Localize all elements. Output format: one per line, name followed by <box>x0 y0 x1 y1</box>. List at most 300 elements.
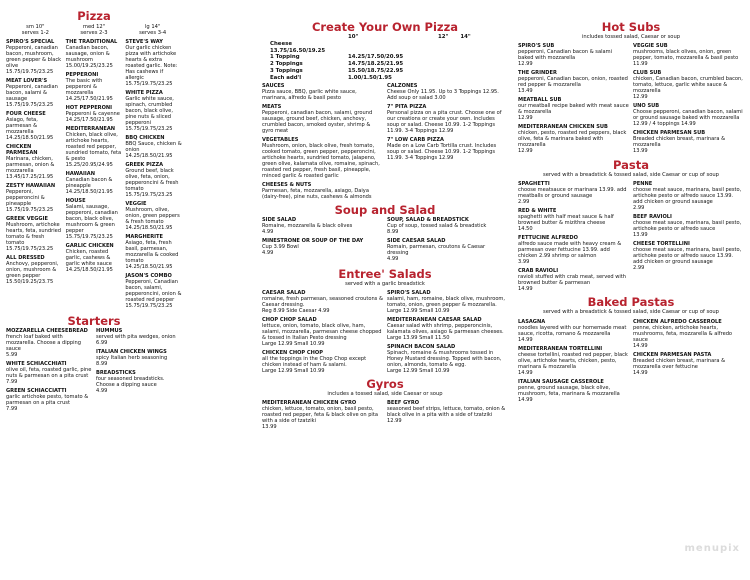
item-name: CHICKEN PARMESAN SUB <box>633 130 706 137</box>
item-name: HOUSE <box>65 198 86 205</box>
menu-item <box>518 346 629 376</box>
menu-item <box>66 39 123 69</box>
item-name: SPIRO'S SUB <box>518 43 555 50</box>
item-price: 7.99 <box>6 379 18 386</box>
soup-salad-heading: Soup and Salad <box>334 203 436 218</box>
item-description: romaine, fresh parmesan, seasoned croutons & Caesar dressing. <box>262 296 383 309</box>
menu-item <box>6 255 63 285</box>
item-price: 4.99 <box>262 229 274 236</box>
item-name: GARLIC CHICKEN <box>65 243 114 250</box>
cyop-topping-price: 1.00/1.50/1.95 <box>348 74 392 81</box>
item-name: THE GRINDER <box>518 70 557 77</box>
item-name: CHOP CHOP SALAD <box>262 317 317 324</box>
item-name: RED & WHITE <box>518 208 557 215</box>
hot-subs-list-right <box>633 43 744 157</box>
item-description: Mushroom, artichoke hearts, feta, sundried tomato & fresh tomato <box>6 222 61 247</box>
item-name: 7" PITA PIZZA <box>387 104 427 111</box>
item-price: 3.99 <box>518 259 530 266</box>
item-price: 14.99 <box>518 336 533 343</box>
item-price: 14.25/17.50/21.95 <box>65 117 113 124</box>
item-name: JASON'S COMBO <box>125 273 172 280</box>
item-name: WHITE SCHIACCHIATI <box>6 361 67 368</box>
item-name: CHICKEN CHOP CHOP <box>262 350 324 357</box>
item-description: pepperoni, Canadian bacon & salami baked with mozzarella <box>518 49 612 62</box>
cyop-options <box>262 83 508 203</box>
entree-salads-heading: Entree' Salads <box>338 267 432 282</box>
item-description: Asiago, feta, parmesan & mozzarella <box>6 117 38 136</box>
item-name: SAUCES <box>262 83 285 90</box>
item-description: Pizza sauce, BBQ, garlic white sauce, marinara, alfredo & basil pesto <box>262 89 357 102</box>
item-description: all the toppings in the Chop Chop except chicken instead of ham & salami. <box>262 356 367 369</box>
item-name: MEDITERRANEAN CHICKEN SUB <box>518 124 608 131</box>
pizza-size <box>80 25 107 36</box>
item-price: 11.99 <box>633 61 648 68</box>
item-name: VEGETABLES <box>262 137 299 144</box>
menu-item <box>518 235 629 265</box>
menu-item <box>387 83 508 101</box>
item-price: 2.99 <box>633 205 645 212</box>
menu-item <box>262 104 383 134</box>
pasta-heading: Pasta <box>613 158 649 173</box>
item-price: 14.99 <box>633 342 648 349</box>
item-description: cheese tortellini, roasted red pepper, black olive, artichoke hearts, chicken, pesto, marinara & mozzarella <box>518 351 628 370</box>
item-name: HAWAIIAN <box>65 171 95 178</box>
item-description: spaghetti with half meat sauce & half browned butter & mizithra cheese <box>518 214 614 227</box>
item-name: ITALIAN SAUSAGE CASSEROLE <box>518 378 604 385</box>
menu-item <box>96 328 182 346</box>
menu-item <box>633 181 744 211</box>
menu-item <box>387 344 508 374</box>
entree-salads-subtitle: served with a garlic breadstick <box>345 281 425 288</box>
item-description: Romaine, mozzarella & black olives <box>262 223 353 230</box>
menu-item <box>6 144 63 180</box>
item-price: 12.99 <box>518 61 533 68</box>
menu-item <box>262 238 383 256</box>
item-name: CHICKEN ALFREDO CASSEROLE <box>633 318 722 325</box>
item-description: choose meat sauce, marinara, basil pesto, artichoke pesto or alfredo sauce <box>633 220 742 233</box>
menu-item <box>387 317 508 341</box>
right-column <box>518 0 744 406</box>
cyop-topping-row <box>270 54 508 61</box>
item-name: FOUR CHEESE <box>6 111 46 118</box>
menu-item <box>66 126 123 168</box>
item-name: SIDE CAESAR SALAD <box>387 238 446 245</box>
baked-pastas-list-right <box>633 319 744 406</box>
item-name: CHEESE TORTELLINI <box>633 241 690 248</box>
item-description: BBQ Sauce, chicken & onion <box>125 141 182 154</box>
menu-item <box>262 217 383 235</box>
item-price: 2.99 <box>633 265 645 272</box>
cyop-size-label: 12" <box>438 34 449 40</box>
menu-item <box>96 349 182 367</box>
menu-item <box>262 83 383 101</box>
starters-grid <box>6 328 182 415</box>
menu-item <box>125 234 182 270</box>
item-name: CALZONES <box>387 83 418 90</box>
item-price: 14.50 <box>518 226 533 233</box>
item-name: LASAGNA <box>518 318 546 325</box>
item-price: 14.99 <box>518 369 533 376</box>
item-name: CHICKEN PARMESAN PASTA <box>633 351 712 358</box>
item-description: ravioli stuffed with crab meat, served with browned butter & parmesan <box>518 274 627 287</box>
menu-item <box>262 182 383 200</box>
pizza-list-2 <box>66 39 123 312</box>
item-name: SPINACH BACON SALAD <box>387 344 456 351</box>
hot-subs-grid <box>518 43 744 157</box>
menu-item <box>387 137 508 161</box>
item-name: CLUB SUB <box>633 70 662 77</box>
menu-item <box>6 183 63 213</box>
pizza-heading: Pizza <box>77 9 111 23</box>
menu-item <box>633 214 744 238</box>
item-description: Anchovy, pepperoni, onion, mushroom & green pepper <box>6 261 59 280</box>
item-price: 13.45/17.25/21.95 <box>6 174 54 181</box>
pizza-size-label: med 12" <box>82 24 106 30</box>
pizza-size-serves: serves 2-3 <box>80 29 108 36</box>
menu-item <box>518 43 629 67</box>
menu-item <box>66 72 123 102</box>
item-price: 8.99 <box>96 361 108 368</box>
starters-heading: Starters <box>67 314 121 329</box>
cyop-price-table <box>262 34 508 81</box>
item-name: FETTUCINE ALFREDO <box>518 235 578 242</box>
pizza-column <box>6 0 182 415</box>
cyop-topping-label: 2 Toppings <box>270 61 303 67</box>
pizza-size-label: sm 10" <box>26 24 45 30</box>
menu-item <box>262 400 383 430</box>
item-description: choose meatsauce or marinara 13.99. add meatballs or ground sausage <box>518 187 627 200</box>
menu-item <box>66 243 123 273</box>
center-column <box>262 0 508 433</box>
menu-item <box>633 352 744 376</box>
item-price: Large 13.99 Small 11.50 <box>387 335 450 342</box>
menu-item <box>6 361 92 385</box>
item-price: Large 12.99 Small 10.99 <box>262 368 325 375</box>
pasta-list-right <box>633 181 744 295</box>
baked-pastas-subtitle: served with a breadstick & tossed salad, side Caesar or cup of soup <box>543 309 719 316</box>
menu-item <box>125 39 182 87</box>
menu-item <box>66 105 123 123</box>
item-description: four seasoned breadsticks. Choose a dipping sauce <box>96 376 165 389</box>
item-price: 13.99 <box>262 423 277 430</box>
item-name: MEDITERRANEAN TORTELLINI <box>518 345 603 352</box>
menu-item <box>518 208 629 232</box>
menu-item <box>125 162 182 198</box>
item-price: 15.75/19.75/23.25 <box>6 102 54 109</box>
starters-list-right <box>96 328 182 415</box>
gyros-list-right <box>387 400 508 433</box>
gyros-heading: Gyros <box>366 377 404 392</box>
item-price: 15.75/19.75/23.25 <box>6 207 54 214</box>
item-description: Asiago, feta, fresh basil, parmesan, mozzarella & cooked tomato <box>125 240 179 265</box>
item-price: 15.75/19.75/23.25 <box>125 303 173 310</box>
pizza-size-label: lg 14" <box>144 24 161 30</box>
item-name: MARGHERITE <box>125 234 163 241</box>
item-name: STEVE'S WAY <box>125 39 163 46</box>
menu-item <box>262 137 383 179</box>
item-name: CHICKEN PARMESAN <box>6 144 38 157</box>
menu-item <box>518 319 629 343</box>
item-description: served with pita wedges, onion <box>96 334 176 341</box>
menu-item <box>387 400 508 424</box>
cyop-size-label: 10" <box>348 34 359 40</box>
item-name: HUMMUS <box>96 328 123 335</box>
cyop-topping-price: 15.50/18.75/22.95 <box>348 67 404 74</box>
item-price: 15.25/20.95/24.95 <box>65 162 113 169</box>
menu-item <box>633 319 744 349</box>
item-description: olive oil, feta, roasted garlic, pine nuts & parmesan on a pita crust <box>6 367 92 380</box>
cyop-topping-label: Each add'l <box>270 74 302 81</box>
cyop-cheese-price: 13.75/16.50/19.25 <box>270 47 326 54</box>
item-price: Large 12.99 Small 10.99 <box>387 368 450 375</box>
menu-item <box>262 350 383 374</box>
item-name: PEPPERONI <box>65 72 99 79</box>
item-price: 13.99 <box>633 148 648 155</box>
item-description: Cup 3.99 Bowl <box>262 244 299 251</box>
item-price: 14.25/18.50/21.95 <box>125 153 173 160</box>
entree-salads-grid <box>262 290 508 377</box>
item-price: 15.75/19.75/23.25 <box>125 192 173 199</box>
item-description: Cup of soup, tossed salad & breadstick <box>387 223 487 230</box>
cyop-specials <box>387 83 508 203</box>
menu-item <box>633 241 744 271</box>
item-price: 2.99 <box>518 199 530 206</box>
item-description: Choose pepperoni, canadian bacon, salami or ground sausage baked with mozzarella <box>633 109 743 122</box>
cyop-topping-rows <box>270 54 508 81</box>
item-price: Reg 8.99 Side Caesar 4.99 <box>262 308 330 315</box>
item-name: MOZZARELLA CHEESEBREAD <box>6 328 88 335</box>
item-price: 15.75/19.75/23.25 <box>6 246 54 253</box>
item-description: Our garlic chicken pizza with artichoke hearts & extra roasted garlic. Note: Has cashews if allergic <box>125 45 178 82</box>
item-name: BEEF RAVIOLI <box>633 214 672 221</box>
item-description: Breaded chicken breast, marinara & mozzarella <box>633 136 726 149</box>
item-name: SPAGHETTI <box>518 181 550 188</box>
menu-item <box>518 181 629 205</box>
menu-item <box>6 39 63 75</box>
item-description: Chicken, roasted garlic, cashews & garlic white sauce <box>65 249 112 268</box>
menu-item <box>6 328 92 358</box>
item-price: 15.75/19.75/23.25 <box>125 81 173 88</box>
item-description: The basic with pepperoni & mozzarella <box>65 78 103 97</box>
gyros-list-left <box>262 400 383 433</box>
hot-subs-subtitle: includes tossed salad, Caesar or soup <box>581 34 681 40</box>
item-name: CHEESES & NUTS <box>262 182 312 189</box>
item-description: chicken, Canadian bacon, crumbled bacon, tomato, lettuce, garlic white sauce & mozzarella <box>633 76 743 95</box>
item-description: Marinara, chicken, parmesan, onion & mozzarella <box>6 156 55 175</box>
item-price: 13.99 <box>633 232 648 239</box>
item-description: Pepperoni, canadian bacon, salami & sausage <box>6 84 58 103</box>
item-name: ITALIAN CHICKEN WINGS <box>96 349 167 356</box>
item-price: 14.99 <box>518 396 533 403</box>
baked-pastas-list-left <box>518 319 629 406</box>
gyros-grid <box>262 400 508 433</box>
item-name: MEAT LOVER'S <box>6 78 48 85</box>
item-name: VEGGIE SUB <box>633 43 668 50</box>
entree-salads-list-right <box>387 290 508 377</box>
item-description: mushrooms, black olives, onion, green pepper, tomato, mozzarella & basil pesto <box>633 49 739 62</box>
cyop-cheese-label: Cheese <box>270 40 292 47</box>
pizza-size <box>139 25 166 36</box>
pizza-sizes <box>6 25 182 36</box>
item-price: 6.99 <box>96 340 108 347</box>
item-name: GREEN SCHIACCIATTI <box>6 388 67 395</box>
menu-item <box>262 290 383 314</box>
item-description: Pepperoni, canadian bacon, mushroom, green pepper & black olive <box>6 45 62 70</box>
item-description: french loaf baked with mozzarella. Choose a dipping sauce <box>6 334 82 353</box>
watermark-logo: menupix <box>684 543 740 554</box>
item-description: Mushroom, onion, black olive, fresh tomato, cooked tomato, green pepper, pepperoncini, artichoke hearts, sundried tomato, jalapeno, green olive, kalamata olive, romaine, spinach, roasted red pepper, fresh basil, pineapple, minced garlic & roasted garlic <box>262 143 380 180</box>
menu-item <box>96 370 182 394</box>
menu-item <box>387 217 508 235</box>
menu-item <box>6 78 63 108</box>
item-price: 14.99 <box>518 286 533 293</box>
pasta-subtitle: served with a breadstick & tossed salad, side Caesar or cup of soup <box>543 172 719 179</box>
item-description: garlic artichoke pesto, tomato & parmesan on a pita crust <box>6 394 89 407</box>
starters-list-left <box>6 328 92 415</box>
menu-item <box>262 317 383 347</box>
item-price: 15.75/19.75/23.25 <box>125 126 173 133</box>
item-description: Breaded chicken breast, marinara & mozzarella over fettucine <box>633 357 726 370</box>
menu-item <box>387 238 508 262</box>
item-description: Spinach, romaine & mushrooms tossed in Honey Mustard dressing. Topped with bacon, onion, almonds, tomato & egg. <box>387 350 502 369</box>
item-name: UNO SUB <box>633 103 660 110</box>
pizza-size-serves: serves 3-4 <box>139 29 167 36</box>
pasta-grid <box>518 181 744 295</box>
menu-item <box>125 201 182 231</box>
item-description: Salami, sausage, pepperoni, canadian bacon, black olive, mushroom & green pepper <box>65 204 118 235</box>
item-name: PENNE <box>633 181 653 188</box>
menu-item <box>125 273 182 309</box>
item-description: Chicken, black olive, artichoke hearts, roasted red pepper, sundried tomato, feta & pesto <box>65 132 122 163</box>
item-description: Personal pizza on a pita crust. Choose one of our creations or create your own. Includes soup or salad. Cheese 10.99. 1-2 Toppings 11.99. 3-4 Toppings 12.99 <box>387 110 502 135</box>
soup-salad-list-left <box>262 217 383 265</box>
cyop-size-header <box>270 34 508 41</box>
item-price: 12.99 <box>518 115 533 122</box>
item-description: Canadian bacon, sausage, onion & mushroom <box>65 45 110 64</box>
cyop-size-label: 14" <box>460 34 471 40</box>
item-name: MEDITERRANEAN CHICKEN GYRO <box>262 399 357 406</box>
cyop-topping-price: 14.25/17.50/20.95 <box>348 54 404 61</box>
item-description: Mushroom, olive, onion, green peppers & fresh tomato <box>125 207 180 226</box>
menu-item <box>633 130 744 154</box>
menu-item <box>6 388 92 412</box>
item-price: 14.25/18.50/21.95 <box>65 189 113 196</box>
item-description: seasoned beef strips, lettuce, tomato, onion & black olive in a pita with a side of tzatziki <box>387 405 506 418</box>
menu-item <box>518 379 629 403</box>
cyop-topping-row <box>270 61 508 68</box>
hot-subs-heading: Hot Subs <box>601 20 661 34</box>
item-description: lettuce, onion, tomato, black olive, ham, salami, mozzarella, parmesan cheese chopped & tossed in Italian Pesto dressing <box>262 323 382 342</box>
pizza-size <box>22 25 49 36</box>
item-name: SIDE SALAD <box>262 217 297 224</box>
item-description: Pepperoni, Canadian bacon, salami, pepperoncini, onion & roasted red pepper <box>125 279 182 304</box>
item-price: 14.99 <box>633 369 648 376</box>
item-description: Made on a Low Carb Tortilla crust. Includes soup or salad. Cheese 10.99. 1-2 Toppings 11.99. 3-4 Toppings 12.99 <box>387 143 497 162</box>
item-name: GREEK VEGGIE <box>6 216 48 223</box>
item-name: THE TRADITIONAL <box>65 39 118 46</box>
item-name: ALL DRESSED <box>6 255 45 262</box>
item-description: chicken, lettuce, tomato, onion, basil pesto, roasted red pepper, feta & black olive on pita with a side of tzatziki <box>262 405 378 424</box>
menu-item <box>6 216 63 252</box>
item-description: our meatball recipe baked with meat sauce & mozzarella <box>518 103 629 116</box>
item-name: BEEF GYRO <box>387 399 420 406</box>
item-description: Canadian bacon & pineapple <box>65 177 113 190</box>
item-price: 4.99 <box>387 256 399 263</box>
item-price: 5.99 <box>6 352 18 359</box>
item-name: 7" LOW CARB PIZZA <box>387 137 444 144</box>
menu-item <box>633 103 744 127</box>
item-name: MEATBALL SUB <box>518 97 562 104</box>
item-name: SOUP, SALAD & BREADSTICK <box>387 217 469 224</box>
item-name: BREADSTICKS <box>96 370 136 377</box>
item-name: CRAB RAVIOLI <box>518 268 559 275</box>
item-description: chicken, pesto, roasted red peppers, black olive, feta & marinara baked with mozzarella <box>518 130 627 149</box>
gyros-subtitle: includes a tossed salad, side Caesar or soup <box>327 391 443 398</box>
pizza-list-1 <box>6 39 63 312</box>
item-name: ZESTY HAWAIIAN <box>6 183 56 190</box>
item-price: 14.25/18.50/21.95 <box>125 264 173 271</box>
pizza-size-serves: serves 1-2 <box>21 29 49 36</box>
item-name: MEDITERRANEAN <box>65 126 116 133</box>
pasta-list-left <box>518 181 629 295</box>
baked-pastas-grid <box>518 319 744 406</box>
pizza-list-3 <box>125 39 182 312</box>
menu-item <box>66 198 123 240</box>
item-description: Cheese Only 11.95. Up to 3 Toppings 12.95. Add soup or salad 3.00 <box>387 89 499 102</box>
item-price: 7.99 <box>6 406 18 413</box>
menu-item <box>6 111 63 141</box>
menu-item <box>387 104 508 134</box>
soup-salad-list-right <box>387 217 508 265</box>
item-price: 14.25/18.50/21.95 <box>65 267 113 274</box>
soup-salad-grid <box>262 217 508 265</box>
item-price: 14.25/18.50/21.95 <box>125 225 173 232</box>
item-price: Large 12.99 Small 10.99 <box>262 341 325 348</box>
item-price: 14.25/18.50/21.95 <box>6 135 54 142</box>
item-description: Pepperoni, canadian bacon, salami, ground sausage, ground beef, chicken, anchovy, crumbled bacon, smoked oyster, shrimp & gyro meat <box>262 110 373 135</box>
cyop-topping-row <box>270 68 508 75</box>
cyop-cheese-row <box>270 41 508 48</box>
item-price: 15.00/19.25/23.25 <box>65 63 113 70</box>
item-price: 12.99 <box>387 417 402 424</box>
item-description: Caesar salad with shrimp, pepperoncinis, kalamata olives, asiago & parmesan cheeses. <box>387 323 504 336</box>
cyop-topping-label: 3 Toppings <box>270 67 303 74</box>
menu-item <box>387 290 508 314</box>
item-name: SPIRO'S SPECIAL <box>6 39 55 46</box>
item-name: CAESAR SALAD <box>262 290 306 297</box>
item-price: 12.99 <box>518 148 533 155</box>
item-price: 12.99 <box>633 94 648 101</box>
item-price: 4.99 <box>262 250 274 257</box>
item-price: 13.49 <box>518 88 533 95</box>
menu-item <box>125 135 182 159</box>
hot-subs-list-left <box>518 43 629 157</box>
pizza-grid <box>6 39 182 312</box>
item-name: MEDITERRANEAN CAESAR SALAD <box>387 317 482 324</box>
item-name: BBQ CHICKEN <box>125 135 165 142</box>
item-name: WHITE PIZZA <box>125 90 163 97</box>
cyop-topping-label: 1 Topping <box>270 54 300 61</box>
menu-item <box>518 124 629 154</box>
item-description: Parmesan, feta, mozzarella, asiago, Daiya (dairy-free), pine nuts, cashews & almonds <box>262 188 372 201</box>
item-price: 14.25/17.50/21.95 <box>65 96 113 103</box>
menu-item <box>66 171 123 195</box>
item-price: 15.50/19.25/23.75 <box>6 279 54 286</box>
item-name: SPIRO'S SALAD <box>387 290 431 297</box>
item-description: Pepperoni & cayenne <box>65 111 120 118</box>
item-description: choose meat sauce, marinara, basil pesto, artichoke pesto or alfredo sauce 13.99. add chicken or ground sausage <box>633 187 742 206</box>
item-name: VEGGIE <box>125 201 147 208</box>
